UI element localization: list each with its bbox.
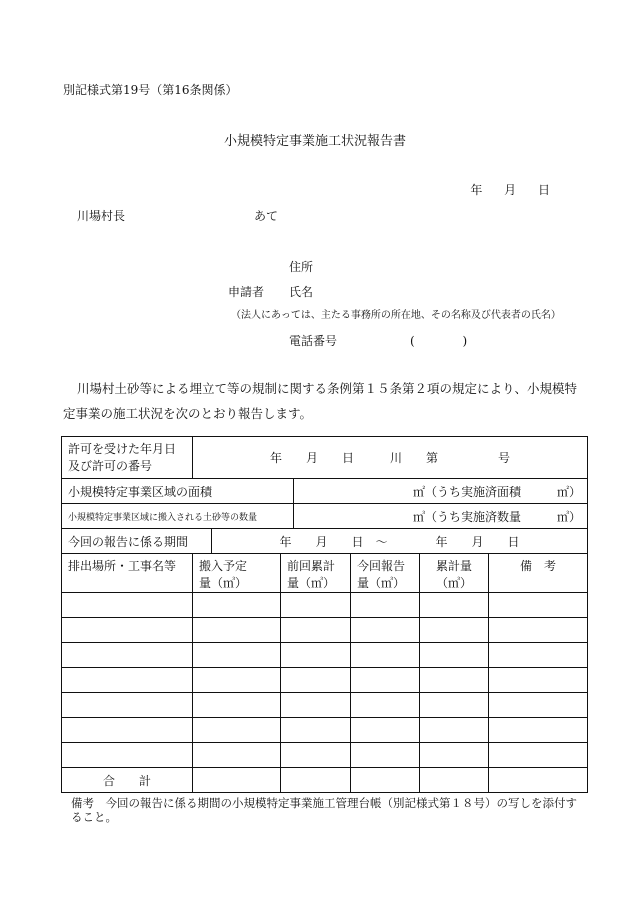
addressee-suffix: あて bbox=[254, 209, 279, 223]
table-cell bbox=[281, 693, 351, 718]
permit-value: 年 月 日 川 第 号 bbox=[193, 437, 588, 479]
table-cell bbox=[281, 593, 351, 618]
table-cell bbox=[193, 668, 281, 693]
table-cell bbox=[62, 743, 193, 768]
area-value: ㎡（うち実施済面積 ㎡） bbox=[294, 479, 588, 504]
table-cell bbox=[62, 618, 193, 643]
table-cell bbox=[489, 743, 588, 768]
table-cell bbox=[420, 593, 489, 618]
table-cell bbox=[489, 768, 588, 793]
col-header-current: 今回報告 量（㎥） bbox=[351, 554, 420, 593]
table-cell bbox=[351, 768, 420, 793]
table-cell bbox=[281, 768, 351, 793]
table-cell bbox=[62, 643, 193, 668]
table-cell bbox=[193, 718, 281, 743]
table-cell bbox=[281, 668, 351, 693]
table-cell bbox=[281, 643, 351, 668]
total-row bbox=[62, 768, 588, 793]
table-cell bbox=[351, 693, 420, 718]
corporation-note: （法人にあっては、主たる事務所の所在地、その名称及び代表者の氏名） bbox=[231, 310, 561, 321]
addressee: 川場村長 bbox=[77, 209, 126, 223]
period-value: 年 月 日 ～ 年 月 日 bbox=[212, 529, 588, 554]
col-header-remarks: 備 考 bbox=[489, 554, 588, 593]
table-cell bbox=[193, 643, 281, 668]
address-label: 住所 bbox=[289, 260, 314, 274]
table-row bbox=[62, 618, 588, 643]
table-row bbox=[62, 693, 588, 718]
total-label: 合 計 bbox=[62, 768, 193, 793]
table-cell bbox=[420, 643, 489, 668]
name-label: 氏名 bbox=[289, 285, 314, 299]
col-header-cumulative: 累計量 （㎥） bbox=[420, 554, 489, 593]
period-label: 今回の報告に係る期間 bbox=[62, 529, 212, 554]
soil-label: 小規模特定事業区域に搬入される土砂等の数量 bbox=[62, 504, 294, 529]
table-row bbox=[62, 593, 588, 618]
table-cell bbox=[193, 743, 281, 768]
table-cell bbox=[351, 618, 420, 643]
col-header-planned: 搬入予定 量（㎥） bbox=[193, 554, 281, 593]
table-cell bbox=[489, 643, 588, 668]
table-cell bbox=[351, 743, 420, 768]
table-cell bbox=[489, 718, 588, 743]
column-header-row bbox=[62, 554, 588, 593]
table-cell bbox=[489, 618, 588, 643]
table-cell bbox=[193, 693, 281, 718]
table-cell bbox=[193, 593, 281, 618]
table-cell bbox=[62, 693, 193, 718]
table-row bbox=[62, 743, 588, 768]
col-header-location: 排出場所・工事名等 bbox=[62, 554, 193, 593]
table-cell bbox=[489, 668, 588, 693]
table-cell bbox=[351, 718, 420, 743]
permit-label: 許可を受けた年月日 及び許可の番号 bbox=[62, 437, 193, 479]
table-cell bbox=[420, 668, 489, 693]
table-cell bbox=[351, 593, 420, 618]
col-header-previous: 前回累計 量（㎥） bbox=[281, 554, 351, 593]
intro-paragraph: 川場村土砂等による埋立て等の規制に関する条例第１５条第２項の規定により、小規模特定事業の施工状況を次のとおり報告します。 bbox=[63, 381, 578, 421]
table-cell bbox=[281, 618, 351, 643]
document-title: 小規模特定事業施工状況報告書 bbox=[223, 134, 406, 149]
table-cell bbox=[62, 593, 193, 618]
table-row bbox=[62, 718, 588, 743]
phone-parentheses: ( ) bbox=[410, 334, 468, 348]
permit-row bbox=[62, 437, 588, 479]
table-cell bbox=[420, 693, 489, 718]
table-cell bbox=[62, 668, 193, 693]
table-cell bbox=[420, 718, 489, 743]
table-cell bbox=[351, 643, 420, 668]
soil-row bbox=[62, 504, 588, 529]
table-cell bbox=[489, 693, 588, 718]
table-cell bbox=[62, 718, 193, 743]
remarks-footnote: 備考 今回の報告に係る期間の小規模特定事業施工管理台帳（別記様式第１８号）の写しを添付すること。 bbox=[71, 796, 577, 824]
period-row bbox=[62, 529, 588, 554]
soil-value: ㎥（うち実施済数量 ㎥） bbox=[294, 504, 588, 529]
table-cell bbox=[489, 593, 588, 618]
form-number-label: 別記様式第19号（第16条関係） bbox=[63, 83, 238, 97]
table-row bbox=[62, 668, 588, 693]
table-cell bbox=[193, 618, 281, 643]
table-cell bbox=[420, 743, 489, 768]
table-cell bbox=[193, 768, 281, 793]
report-table bbox=[61, 436, 588, 793]
applicant-label: 申請者 bbox=[228, 285, 265, 299]
table-cell bbox=[420, 768, 489, 793]
area-label: 小規模特定事業区域の面積 bbox=[62, 479, 294, 504]
phone-label: 電話番号 bbox=[289, 334, 338, 348]
table-cell bbox=[351, 668, 420, 693]
table-cell bbox=[420, 618, 489, 643]
table-row bbox=[62, 643, 588, 668]
table-cell bbox=[281, 743, 351, 768]
table-cell bbox=[281, 718, 351, 743]
date-line: 年 月 日 bbox=[470, 183, 550, 197]
area-row bbox=[62, 479, 588, 504]
